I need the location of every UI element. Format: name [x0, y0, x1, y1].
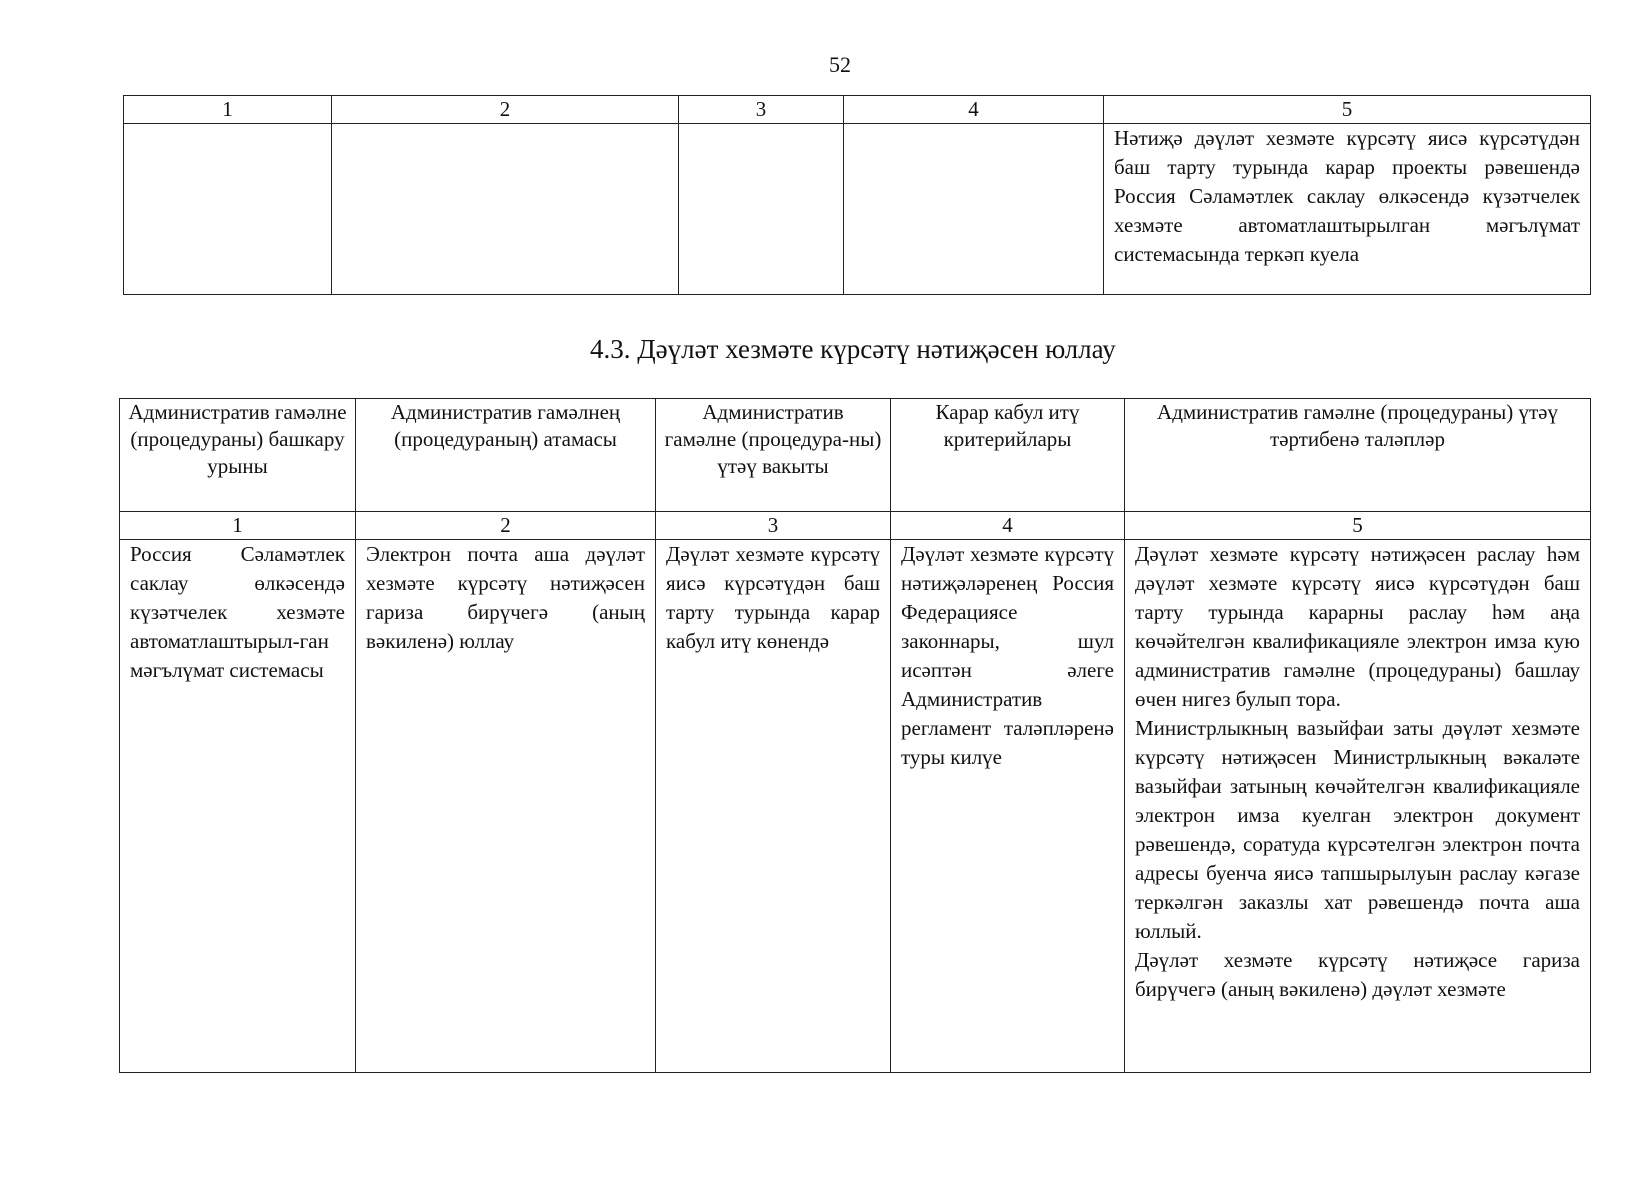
table-row [120, 540, 1591, 1073]
table-cell: Нәтиҗә дәүләт хезмәте күрсәтү яисә күрсәтүдән баш тарту турында карар проекты рәвешендә Россия Сәламәтлек саклау өлкәсендә күзәтчелек хезмәте автоматлаштырылган мәгълүмат системасында теркәп куела [1104, 124, 1591, 295]
top-table-number-row [124, 96, 1591, 124]
main-table-number-row [120, 512, 1591, 540]
column-header: Административ гамәлнең (процедураның) атамасы [356, 399, 656, 512]
top-table [123, 95, 1591, 295]
section-title: 4.3. Дәүләт хезмәте күрсәтү нәтиҗәсен юллау [590, 334, 1116, 364]
column-number: 1 [120, 512, 356, 540]
column-number: 5 [1104, 96, 1591, 124]
table-cell [844, 124, 1104, 295]
requirements-paragraph: Министрлыкның вазыйфаи заты дәүләт хезмәте күрсәтү нәтиҗәсен Министрлыкның вәкаләте вазыйфаи затының көчәйтелгән квалификацияле электрон имза куелган электрон документ рәвешендә, соратуда күрсәтелгән электрон почта адресы буенча яисә тапшырылуын раслау кәгазе теркәлгән заказлы хат рәвешендә почта аша юллый. [1135, 716, 1580, 943]
column-number: 2 [356, 512, 656, 540]
table-cell [679, 124, 844, 295]
table-cell: Электрон почта аша дәүләт хезмәте күрсәтү нәтиҗәсен гариза бирүчегә (аның вәкиленә) юллау [356, 540, 656, 1073]
table-cell [1125, 540, 1591, 1073]
requirements-paragraph: Дәүләт хезмәте күрсәтү нәтиҗәсен раслау һәм дәүләт хезмәте күрсәтү яисә күрсәтүдән баш тарту турында карарны раслау һәм аңа көчәйтелгән квалификацияле электрон имза кую административ гамәлне (процедураны) башлау өчен нигез булып тора. [1135, 542, 1580, 711]
column-number: 1 [124, 96, 332, 124]
column-number: 2 [332, 96, 679, 124]
column-number: 3 [679, 96, 844, 124]
column-number: 4 [891, 512, 1125, 540]
table-cell [332, 124, 679, 295]
table-cell: Дәүләт хезмәте күрсәтү нәтиҗәләренең Россия Федерациясе законнары, шул исәптән әлеге Административ регламент таләпләренә туры килүе [891, 540, 1125, 1073]
table-cell: Россия Сәламәтлек саклау өлкәсендә күзәтчелек хезмәте автоматлаштырыл-ган мәгълүмат системасы [120, 540, 356, 1073]
column-header: Административ гамәлне (процедураны) башкару урыны [120, 399, 356, 512]
column-header: Административ гамәлне (процедураны) үтәү тәртибенә таләпләр [1125, 399, 1591, 512]
column-header: Административ гамәлне (процедура-ны) үтәү вакыты [656, 399, 891, 512]
column-header: Карар кабул итү критерийлары [891, 399, 1125, 512]
main-table [119, 398, 1591, 1073]
column-number: 4 [844, 96, 1104, 124]
table-header-row [120, 399, 1591, 512]
page-number: 52 [829, 52, 851, 77]
table-row [124, 124, 1591, 295]
requirements-paragraph: Дәүләт хезмәте күрсәтү нәтиҗәсе гариза бирүчегә (аның вәкиленә) дәүләт хезмәте [1135, 948, 1580, 1001]
column-number: 5 [1125, 512, 1591, 540]
table-cell [124, 124, 332, 295]
table-cell: Дәүләт хезмәте күрсәтү яисә күрсәтүдән баш тарту турында карар кабул итү көнендә [656, 540, 891, 1073]
column-number: 3 [656, 512, 891, 540]
